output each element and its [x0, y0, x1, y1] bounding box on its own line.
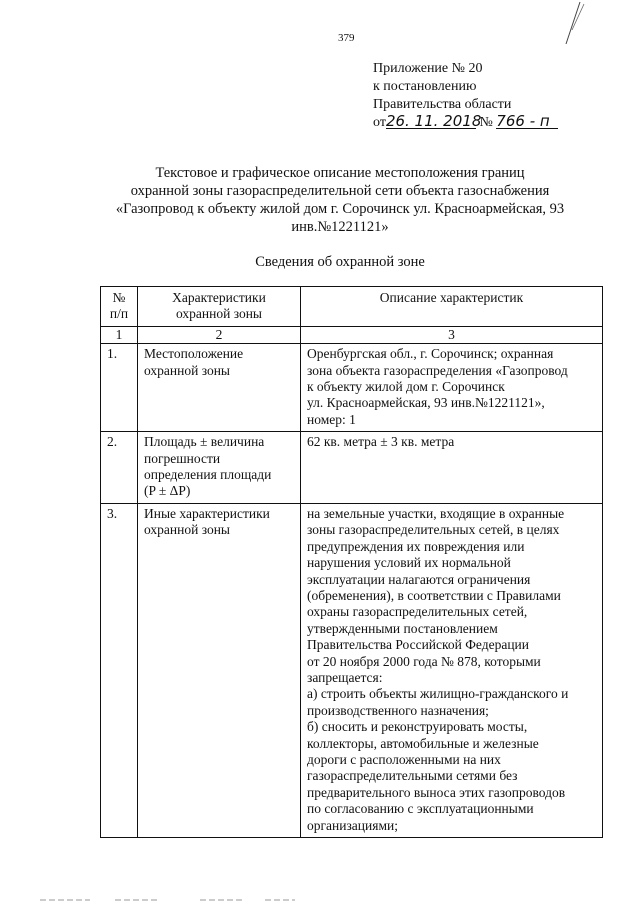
handwritten-date: 26. 11. 2018 — [385, 112, 482, 130]
table-row — [101, 503, 603, 837]
table-header-row — [101, 287, 603, 327]
row-description: 62 кв. метра ± 3 кв. метра — [301, 432, 603, 504]
row-number: 3. — [101, 503, 138, 837]
appendix-line-2: к постановлению — [373, 79, 477, 94]
row-number: 2. — [101, 432, 138, 504]
column-number-row — [101, 326, 603, 343]
appendix-date-line — [373, 114, 558, 132]
col-number: 3 — [301, 326, 603, 343]
col-number: 2 — [138, 326, 301, 343]
protection-zone-table — [100, 286, 603, 838]
header-description: Описание характеристик — [301, 287, 603, 327]
header-num: № п/п — [101, 287, 138, 327]
number-prefix: № — [479, 115, 493, 130]
handwritten-mark — [540, 0, 600, 50]
row-characteristic: Иные характеристики охранной зоны — [138, 503, 301, 837]
table-row — [101, 344, 603, 432]
appendix-block — [373, 60, 558, 132]
date-prefix: от — [373, 115, 386, 130]
title-line-2: охранной зоны газораспределительной сети объекта газоснабжения — [130, 183, 550, 199]
appendix-line-1: Приложение № 20 — [373, 61, 483, 76]
row-description: на земельные участки, входящие в охранные зоны газораспределительных сетей, в целях предупреждения их повреждения или нарушения условий их нормальной эксплуатации налагаются ограничения (обременения), в соответствии с Правилами охраны газораспределительных сетей, утвержденными постановлением Правительства Российской Федерации от 20 ноября 2000 года № 878, которыми запрещается: а) строить объекты жилищно-гражданского и производственного назначения; б) сносить и реконструировать мосты, коллекторы, автомобильные и железные дороги с расположенными на них газораспределительными сетями без предварительного выноса этих газопроводов по согласованию с эксплуатационными организациями; — [301, 503, 603, 837]
row-characteristic: Местоположение охранной зоны — [138, 344, 301, 432]
col-number: 1 — [101, 326, 138, 343]
document-title — [60, 164, 620, 236]
table-row — [101, 432, 603, 504]
row-description: Оренбургская обл., г. Сорочинск; охранная зона объекта газораспределения «Газопровод к объекту жилой дом г. Сорочинск ул. Красноармейская, 93 инв.№1221121», номер: 1 — [301, 344, 603, 432]
title-line-1: Текстовое и графическое описание местоположения границ — [155, 165, 525, 181]
handwritten-number: 766 - п — [496, 114, 558, 129]
page-number: 379 — [338, 32, 355, 44]
scan-artifact-marks — [20, 896, 300, 904]
appendix-line-3: Правительства области — [373, 97, 512, 112]
title-line-3: «Газопровод к объекту жилой дом г. Сорочинск ул. Красноармейская, 93 — [115, 201, 565, 217]
header-characteristics: Характеристики охранной зоны — [138, 287, 301, 327]
row-number: 1. — [101, 344, 138, 432]
row-characteristic: Площадь ± величина погрешности определения площади (P ± ΔP) — [138, 432, 301, 504]
section-subtitle: Сведения об охранной зоне — [255, 254, 425, 270]
title-line-4: инв.№1221121» — [291, 219, 389, 235]
